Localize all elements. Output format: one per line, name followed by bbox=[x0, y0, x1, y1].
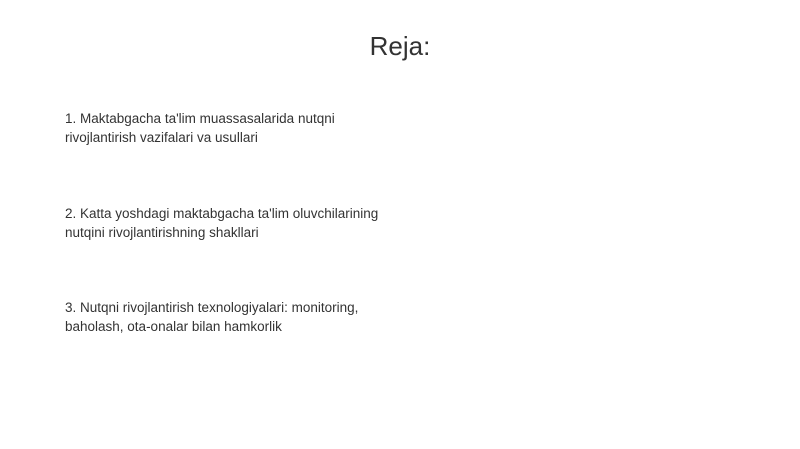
plan-item-1-line-2: rivojlantirish vazifalari va usullari bbox=[65, 130, 258, 145]
slide-title: Reja: bbox=[369, 31, 431, 61]
plan-item-2 bbox=[65, 204, 405, 242]
plan-item-3-line-2: baholash, ota-onalar bilan hamkorlik bbox=[65, 319, 282, 334]
plan-item-3 bbox=[65, 298, 405, 336]
plan-item-2-line-1: 2. Katta yoshdagi maktabgacha ta'lim oluvchilarining bbox=[65, 206, 379, 221]
plan-item-1 bbox=[65, 109, 405, 147]
plan-item-3-line-1: 3. Nutqni rivojlantirish texnologiyalari: monitoring, bbox=[65, 300, 359, 315]
plan-item-1-line-1: 1. Maktabgacha ta'lim muassasalarida nutqni bbox=[65, 111, 335, 126]
plan-item-2-line-2: nutqini rivojlantirishning shakllari bbox=[65, 225, 259, 240]
